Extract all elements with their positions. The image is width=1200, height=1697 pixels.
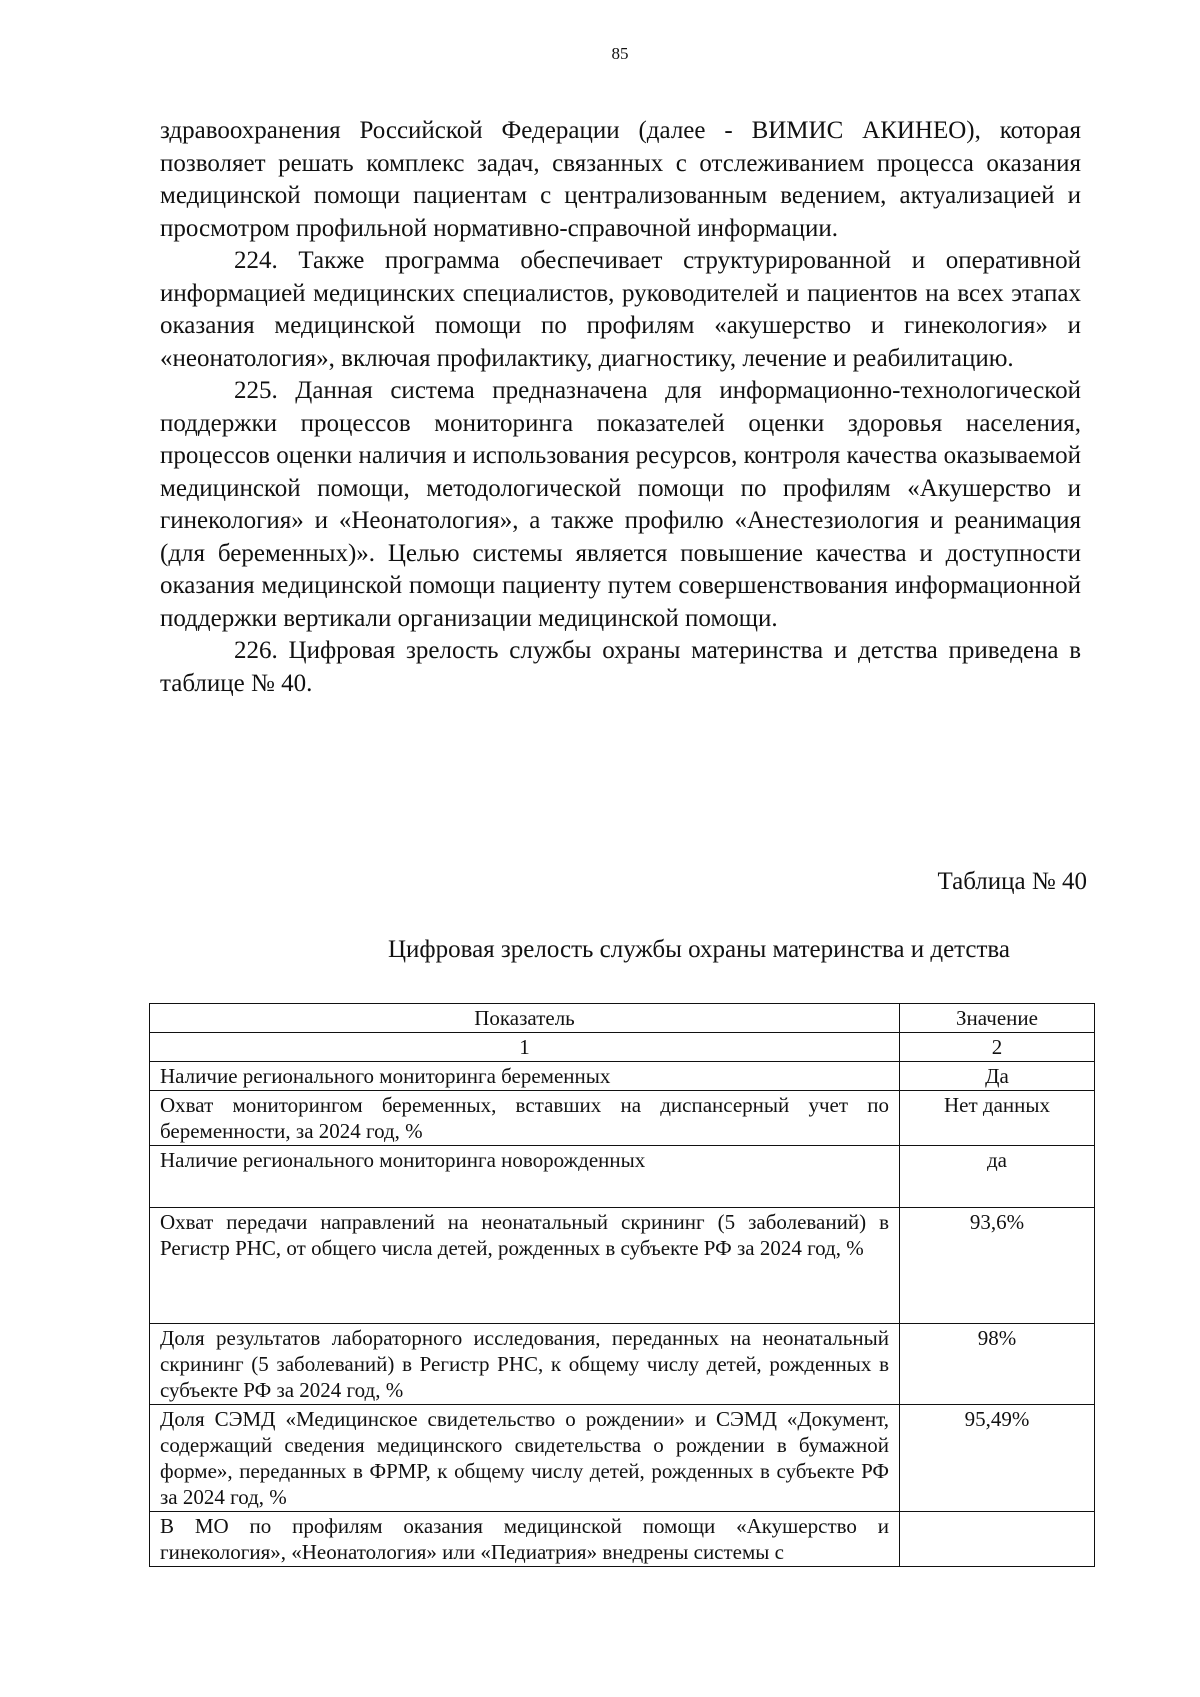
row-value: да xyxy=(900,1146,1095,1208)
table-row xyxy=(150,1062,1095,1091)
header-value: Значение xyxy=(900,1004,1095,1033)
paragraph-continuation: здравоохранения Российской Федерации (далее - ВИМИС АКИНЕО), которая позволяет решать комплекс задач, связанных с отслеживанием процесса оказания медицинской помощи пациентам с централизованным ведением, актуализацией и просмотром профильной нормативно-справочной информации. xyxy=(160,117,1081,242)
column-number-2: 2 xyxy=(900,1033,1095,1062)
header-indicator: Показатель xyxy=(150,1004,900,1033)
row-indicator: Доля результатов лабораторного исследования, переданных на неонатальный скрининг (5 заболеваний) в Регистр РНС, к общему числу детей, рожденных в субъекте РФ за 2024 год, % xyxy=(150,1324,900,1405)
table-header-row xyxy=(150,1004,1095,1033)
table-row xyxy=(150,1324,1095,1405)
row-value xyxy=(900,1512,1095,1567)
row-indicator: Охват мониторингом беременных, вставших на диспансерный учет по беременности, за 2024 год, % xyxy=(150,1091,900,1146)
paragraph-226: 226. Цифровая зрелость службы охраны материнства и детства приведена в таблице № 40. xyxy=(160,637,1081,697)
table-row xyxy=(150,1146,1095,1208)
table-row xyxy=(150,1208,1095,1324)
column-number-1: 1 xyxy=(150,1033,900,1062)
table-label: Таблица № 40 xyxy=(937,868,1087,895)
table-row xyxy=(150,1091,1095,1146)
row-value: Нет данных xyxy=(900,1091,1095,1146)
table-title: Цифровая зрелость службы охраны материнства и детства xyxy=(387,936,1011,963)
row-indicator: Наличие регионального мониторинга новорожденных xyxy=(150,1146,900,1208)
table-row xyxy=(150,1405,1095,1512)
row-value: 98% xyxy=(900,1324,1095,1405)
table-row xyxy=(150,1512,1095,1567)
body-text xyxy=(160,115,1081,700)
row-indicator: Наличие регионального мониторинга беременных xyxy=(150,1062,900,1091)
row-value: 95,49% xyxy=(900,1405,1095,1512)
row-value: Да xyxy=(900,1062,1095,1091)
paragraph-224: 224. Также программа обеспечивает структурированной и оперативной информацией медицинских специалистов, руководителей и пациентов на всех этапах оказания медицинской помощи по профилям «акушерство и гинекология» и «неонатология», включая профилактику, диагностику, лечение и реабилитацию. xyxy=(160,247,1081,372)
row-indicator: В МО по профилям оказания медицинской помощи «Акушерство и гинекология», «Неонатология» или «Педиатрия» внедрены системы с xyxy=(150,1512,900,1567)
row-indicator: Охват передачи направлений на неонатальный скрининг (5 заболеваний) в Регистр РНС, от общего числа детей, рожденных в субъекте РФ за 2024 год, % xyxy=(150,1208,900,1324)
table-number-row xyxy=(150,1033,1095,1062)
row-indicator: Доля СЭМД «Медицинское свидетельство о рождении» и СЭМД «Документ, содержащий сведения медицинского свидетельства о рождении в бумажной форме», переданных в ФРМР, к общему числу детей, рожденных в субъекте РФ за 2024 год, % xyxy=(150,1405,900,1512)
page-number: 85 xyxy=(611,44,629,63)
maturity-table xyxy=(149,1003,1095,1567)
row-value: 93,6% xyxy=(900,1208,1095,1324)
paragraph-225: 225. Данная система предназначена для информационно-технологической поддержки процессов мониторинга показателей оценки здоровья населения, процессов оценки наличия и использования ресурсов, контроля качества оказываемой медицинской помощи, методологической помощи по профилям «Акушерство и гинекология» и «Неонатология», а также профилю «Анестезиология и реанимация (для беременных)». Целью системы является повышение качества и доступности оказания медицинской помощи пациенту путем совершенствования информационной поддержки вертикали организации медицинской помощи. xyxy=(160,377,1081,632)
